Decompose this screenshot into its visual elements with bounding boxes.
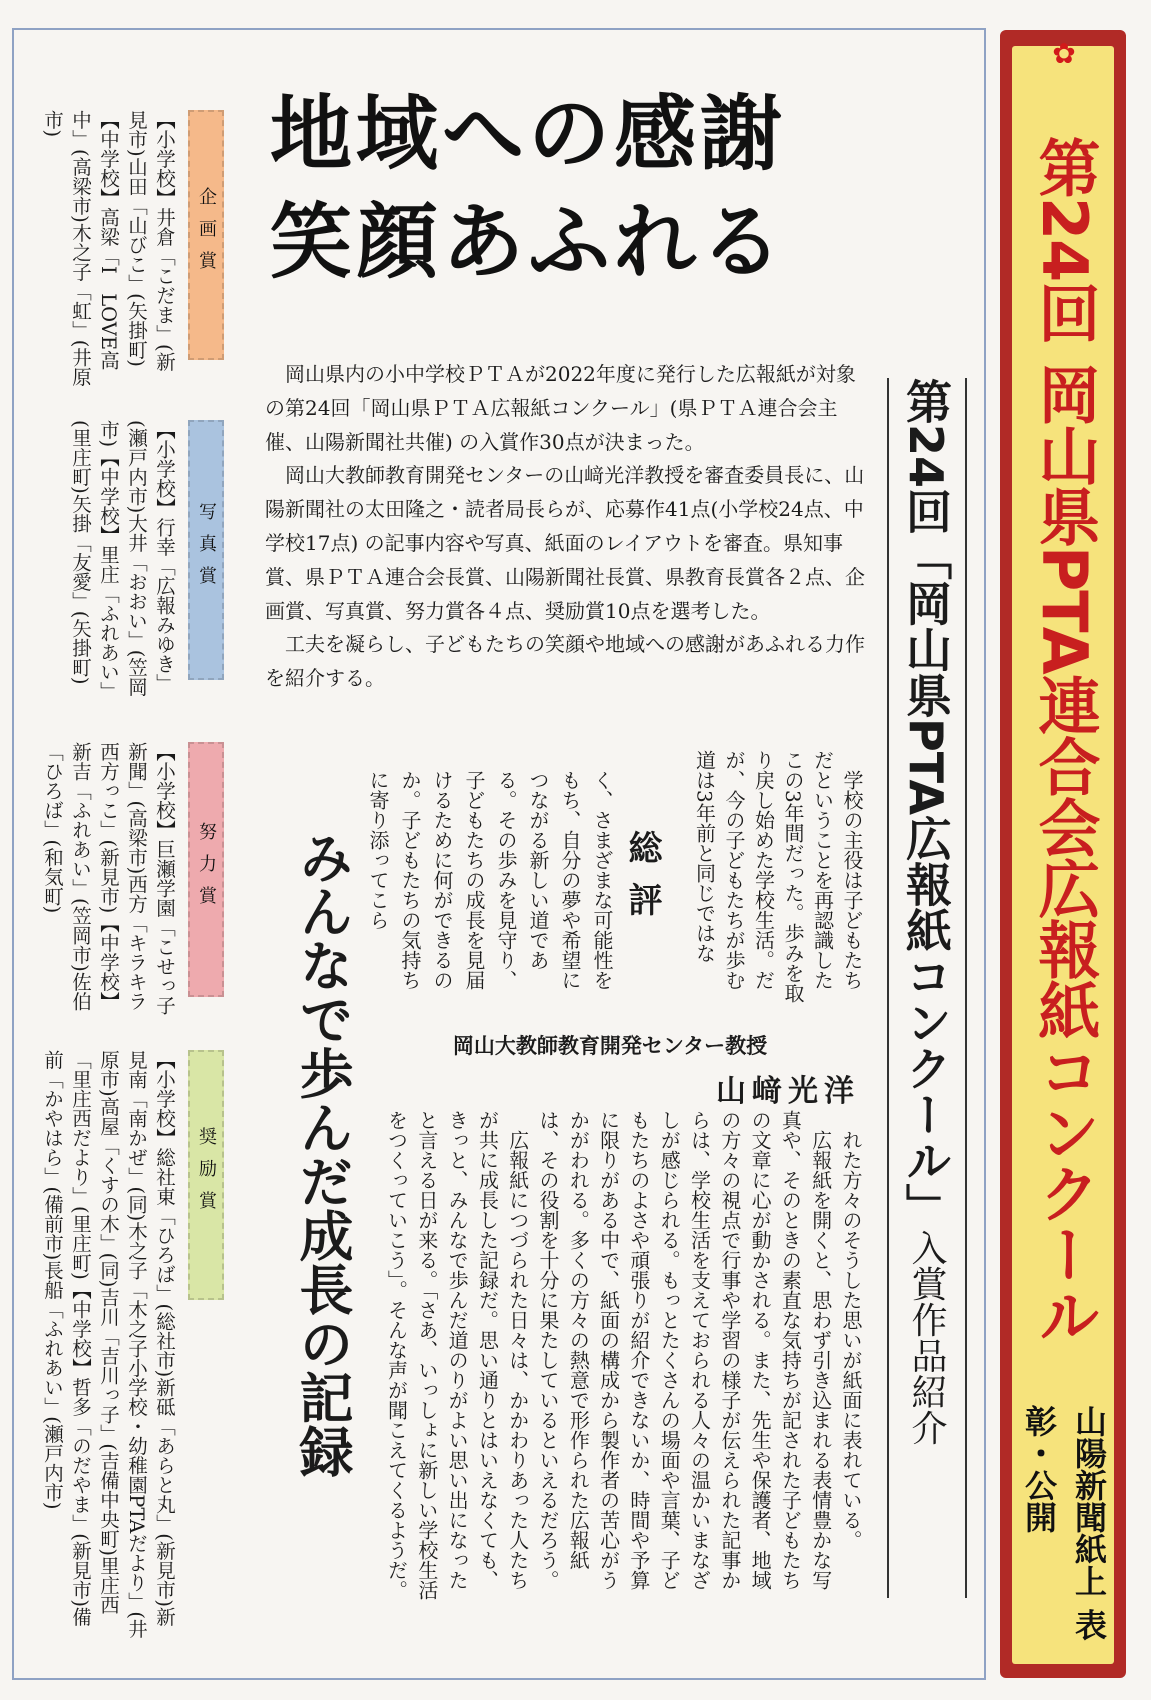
banner-subtitle-line2: 表彰・公開: [1020, 1405, 1108, 1641]
banner-subtitle-line1: 山陽新聞紙上: [1070, 1405, 1108, 1597]
award-label-planning: 企画賞: [188, 110, 224, 360]
review-paragraph: 広報紙につづられた日々は、かかわりあった人たちが共に成長した記録だ。思い通りとはいえなくても、きっと、みんなで歩んだ道のりがよい思い出になったと言える日が来る。「さあ、いっしょに新しい学校生活をつくっていこう」。そんな声が聞こえてくるようだ。: [384, 1110, 530, 1600]
intro-text: [265, 358, 865, 696]
award-winners-encouragement: 【小学校】総社東「ひろば」(総社市)新砥「あらと丸」(新見市)新見南「南かぜ」(同)木之子「木之子小学校・幼稚園PTAだより」(井原市)高屋「くすの木」(同)吉川「吉川っ子」(吉備中央町)里庄西「里庄西だより」(里庄町)【中学校】哲多「のだやま」(新見市)備前「かやはら」(備前市)長船「ふれあい」(瀬戸内市): [41, 1050, 176, 1639]
award-label-effort: 努力賞: [188, 742, 224, 997]
ribbon-bow-icon: ✿: [1052, 37, 1076, 70]
award-label-encouragement: 奨励賞: [188, 1050, 224, 1300]
banner-title: 第24回 岡山県PTA連合会広報紙コンクール: [1028, 135, 1101, 1345]
subtitle-main: 第24回「岡山県PTA広報紙コンクール」: [899, 378, 953, 1230]
review-heading: 総評: [622, 830, 662, 934]
award-winners-planning: 【小学校】井倉「こだま」(新見市)山田「山びこ」(矢掛町)【中学校】高梁「I LOVE高中」(高梁市)木之子「虹」(井原市): [41, 110, 176, 387]
review-paragraph: れた方々のそうした思いが紙面に表れている。: [839, 1130, 863, 1550]
intro-paragraph: 岡山県内の小中学校ＰＴＡが2022年度に発行した広報紙が対象の第24回「岡山県ＰＴＡ広報紙コンクール」(県ＰＴＡ連合会主催、山陽新聞社共催) の入賞作30点が決まった。: [265, 362, 856, 454]
review-paragraph: 広報紙を開くと、思わず引き込まれる表情豊かな写真や、そのときの素直な気持ちが記された子どもたちの文章に心が動かされる。また、先生や保護者、地域の方々の視点で行事や学習の様子が伝えられた記事からは、学校生活を支えておられる人々の温かいまなざしが感じられる。もっとたくさんの場面や言葉、子どもたちのよさや頑張りが紹介できないか、時間や予算に限りがある中で、紙面の構成から製作者の苦心がうかがわれる。多くの方々の熱意で形作られた広報紙は、その役割を十分に果たしているといえるだろう。: [536, 1110, 833, 1590]
review-column-1: 学校の主役は子どもたちだということを再認識したこの3年間だった。歩みを取り戻し始めた学校生活。だが、今の子どもたちが歩む道は3年前と同じではな: [692, 750, 864, 1003]
award-winners-effort: 【小学校】巨瀬学園「こせっ子新聞」(高梁市)西方「キラキラ西方っこ」(新見市)【中学校】新吉「ふれあい」(笠岡市)佐伯「ひろば」(和気町): [41, 742, 176, 1015]
subtitle-tail: 入賞作品紹介: [906, 1229, 947, 1446]
award-label-photo: 写真賞: [188, 420, 224, 680]
author-name: 山﨑光洋: [716, 1074, 860, 1109]
review-column-2: く、さまざまな可能性をもち、自分の夢や希望につながる新しい道である。その歩みを見守り、子どもたちの成長を見届けるために何ができるのか。子どもたちの気持ちに寄り添ってこら: [366, 770, 614, 990]
intro-paragraph: 岡山大教師教育開発センターの山﨑光洋教授を審査委員長に、山陽新聞社の太田隆之・読者局長らが、応募作41点(小学校24点、中学校17点) の記事内容や写真、紙面のレイアウトを審査。県知事賞、県ＰＴＡ連合会長賞、山陽新聞社長賞、県教育長賞各２点、企画賞、写真賞、努力賞各４点、奨励賞10点を選考した。: [265, 463, 865, 623]
author-affiliation: 岡山大教師教育開発センター教授: [452, 1034, 768, 1058]
award-winners-photo: 【小学校】行幸「広報みゆき」(瀬戸内市)大井「おおい」(笠岡市)【中学校】里庄「ふれあい」(里庄町)矢掛「友愛」(矢掛町): [69, 420, 176, 697]
headline-line1: 地域への感謝: [270, 86, 787, 182]
section-subtitle: [887, 378, 967, 1598]
headline-line2: 笑顔あふれる: [270, 194, 787, 290]
intro-paragraph: 工夫を凝らし、子どもたちの笑顔や地域への感謝があふれる力作を紹介する。: [265, 632, 865, 691]
headline: [270, 80, 970, 296]
tagline: みんなで歩んだ成長の記録: [291, 830, 355, 1478]
review-body: [382, 1110, 866, 1605]
banner-subtitle: [1014, 1405, 1114, 1655]
